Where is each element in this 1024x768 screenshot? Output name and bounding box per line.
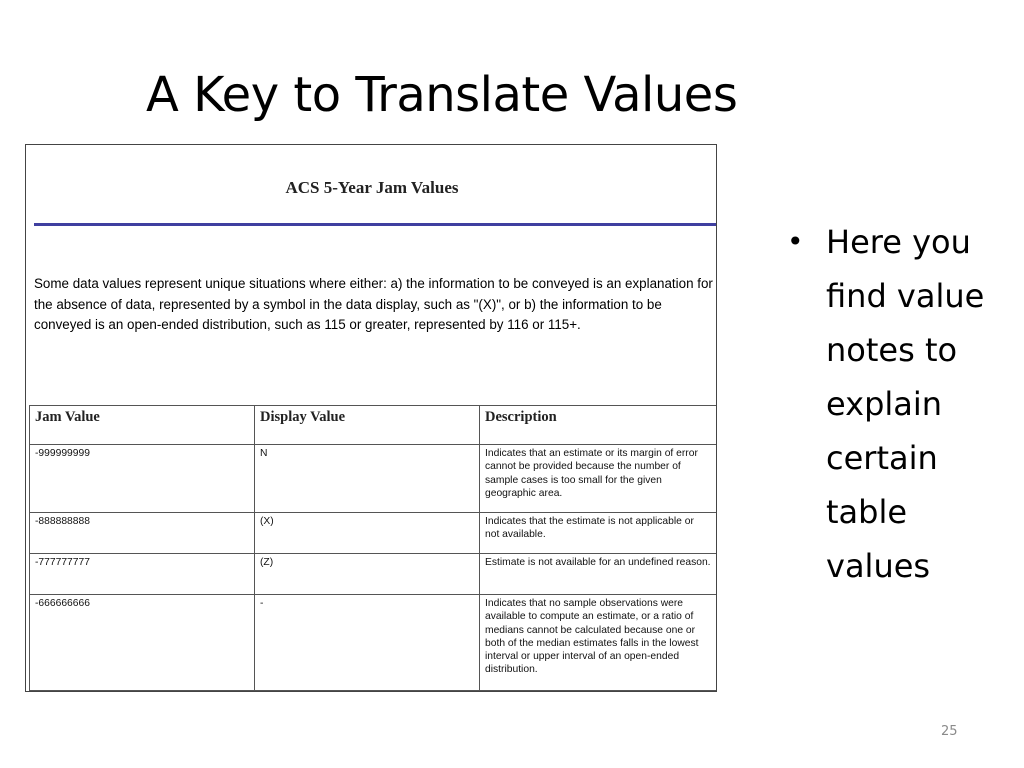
cell-jam-value: -888888888 (30, 513, 255, 554)
bullet-item (787, 215, 1017, 593)
cell-description: Indicates that the estimate is not applicable or not available. (480, 513, 717, 554)
slide-title: A Key to Translate Values (146, 67, 738, 123)
table-row (30, 554, 717, 595)
cell-display-value: - (255, 595, 480, 691)
cell-display-value: N (255, 445, 480, 513)
cell-jam-value: -777777777 (30, 554, 255, 595)
cell-jam-value: -666666666 (30, 595, 255, 691)
page-number: 25 (941, 724, 958, 739)
table-row (30, 445, 717, 513)
jam-values-table (29, 405, 717, 691)
table-row (30, 595, 717, 691)
cell-description: Estimate is not available for an undefined reason. (480, 554, 717, 595)
cell-display-value: (Z) (255, 554, 480, 595)
bullet-dot-icon: • (787, 225, 804, 258)
table-row (30, 513, 717, 554)
header-jam-value: Jam Value (30, 406, 255, 445)
document-screenshot (25, 144, 717, 692)
header-description: Description (480, 406, 717, 445)
cell-description: Indicates that an estimate or its margin of error cannot be provided because the number of sample cases is too small for the given geographic area. (480, 445, 717, 513)
document-heading: ACS 5-Year Jam Values (285, 178, 459, 197)
cell-description: Indicates that no sample observations were available to compute an estimate, or a ratio of medians cannot be calculated because one or both of the median estimates falls in the lowest interval or upper interval of an open-ended distribution. (480, 595, 717, 691)
cell-display-value: (X) (255, 513, 480, 554)
heading-divider (34, 223, 716, 226)
document-intro: Some data values represent unique situations where either: a) the information to be conveyed is an explanation for the absence of data, represented by a symbol in the data display, such as "(X)", or b) the information to be conveyed is an open-ended distribution, such as 115 or greater, represented by 116 or 115+. (34, 276, 713, 332)
table-header-row (30, 406, 717, 445)
cell-jam-value: -999999999 (30, 445, 255, 513)
header-display-value: Display Value (255, 406, 480, 445)
bullet-text: Here you find value notes to explain certain table values (826, 223, 985, 585)
bullet-list (787, 215, 1017, 593)
